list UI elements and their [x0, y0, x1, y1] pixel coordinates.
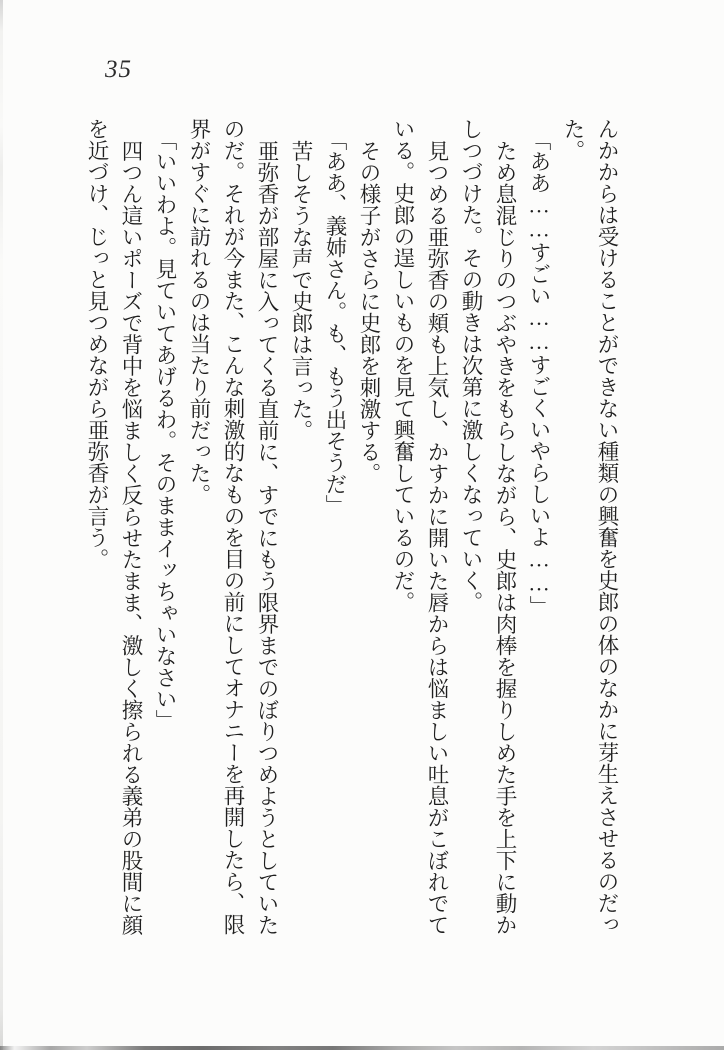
text-line: ため息混じりのつぶやきをもらしながら、史郎は肉棒を握りしめた手を上下に動か: [493, 139, 517, 935]
text-line: いる。史郎の逞しいものを見て興奮しているのだ。: [391, 118, 415, 613]
scan-edge-left-artifact: [0, 0, 3, 1050]
text-line: しつづけた。その動きは次第に激しくなっていく。: [459, 118, 483, 613]
text-line: 苦しそうな声で史郎は言った。: [289, 139, 313, 441]
page-number: 35: [105, 56, 132, 83]
text-line: 「いいわよ。見ていてあげるわ。そのままイッちゃいなさい」: [153, 128, 177, 731]
text-line: 亜弥香が部屋に入ってくる直前に、すでにもう限界までのぼりつめようとしていた: [255, 139, 279, 935]
text-line: 「ああ、義姉さん。も、もう出そうだ」: [323, 128, 347, 516]
text-line: 四つん這いポーズで背中を悩ましく反らせたまま、激しく擦られる義弟の股間に顔: [119, 139, 143, 935]
text-line: 見つめる亜弥香の頬も上気し、かすかに開いた唇からは悩ましい吐息がこぼれでて: [425, 139, 449, 935]
vertical-text-block: [80, 118, 624, 944]
scan-edge-bottom-artifact: [0, 1046, 724, 1050]
text-line: 界がすぐに訪れるのは当たり前だった。: [187, 118, 211, 505]
text-line: のだ。それが今また、こんな刺激的なものを目の前にしてオナニーを再開したら、限: [221, 118, 245, 935]
text-line: を近づけ、じっと見つめながら亜弥香が言う。: [85, 118, 109, 570]
text-line: 「ああ……すごい……すごくいやらしいよ……」: [527, 128, 551, 617]
text-line: んかからは受けることができない種類の興奮を史郎の体のなかに芽生えさせるのだっ: [595, 118, 619, 935]
text-line: その様子がさらに史郎を刺激する。: [357, 139, 381, 484]
text-line: た。: [561, 118, 585, 161]
